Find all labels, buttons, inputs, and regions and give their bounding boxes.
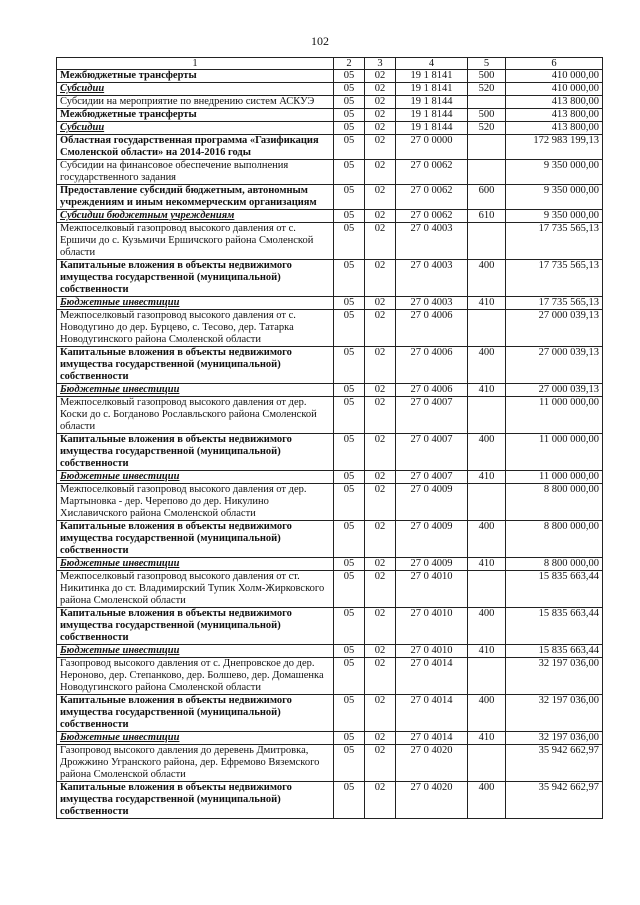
row-section: 05: [334, 185, 365, 210]
row-target-code: 27 0 4010: [396, 571, 468, 608]
row-amount: 8 800 000,00: [506, 558, 603, 571]
row-amount: 413 800,00: [506, 109, 603, 122]
row-subsection: 02: [365, 70, 396, 83]
row-subsection: 02: [365, 484, 396, 521]
row-expense-group: 500: [468, 109, 506, 122]
header-col-1: 1: [57, 58, 334, 70]
row-target-code: 19 1 8144: [396, 109, 468, 122]
row-amount: 413 800,00: [506, 96, 603, 109]
row-amount: 27 000 039,13: [506, 347, 603, 384]
row-section: 05: [334, 210, 365, 223]
row-expense-group: 600: [468, 185, 506, 210]
row-amount: 11 000 000,00: [506, 471, 603, 484]
row-subsection: 02: [365, 745, 396, 782]
row-amount: 17 735 565,13: [506, 260, 603, 297]
row-name: Капитальные вложения в объекты недвижимого имущества государственной (муниципальной) собственности: [57, 347, 334, 384]
table-row: [57, 109, 603, 122]
row-target-code: 19 1 8141: [396, 70, 468, 83]
row-expense-group: [468, 571, 506, 608]
row-target-code: 27 0 4003: [396, 223, 468, 260]
table-row: [57, 397, 603, 434]
header-col-4: 4: [396, 58, 468, 70]
row-section: 05: [334, 122, 365, 135]
row-target-code: 27 0 0062: [396, 185, 468, 210]
row-target-code: 19 1 8141: [396, 83, 468, 96]
row-subsection: 02: [365, 782, 396, 819]
row-target-code: 27 0 4007: [396, 397, 468, 434]
table-row: [57, 122, 603, 135]
row-amount: 15 835 663,44: [506, 571, 603, 608]
row-amount: 32 197 036,00: [506, 658, 603, 695]
row-name: Межпоселковый газопровод высокого давления от с. Новодугино до дер. Бурцево, с. Тесово, дер. Татарка Новодугинского района Смоленской области: [57, 310, 334, 347]
row-subsection: 02: [365, 223, 396, 260]
row-amount: 9 350 000,00: [506, 185, 603, 210]
row-section: 05: [334, 83, 365, 96]
table-row: [57, 571, 603, 608]
row-name: Капитальные вложения в объекты недвижимого имущества государственной (муниципальной) собственности: [57, 434, 334, 471]
table-row: [57, 260, 603, 297]
table-row: [57, 521, 603, 558]
row-subsection: 02: [365, 571, 396, 608]
row-target-code: 27 0 4006: [396, 347, 468, 384]
table-row: [57, 83, 603, 96]
row-section: 05: [334, 347, 365, 384]
page-number: 102: [311, 34, 329, 48]
row-target-code: 27 0 0062: [396, 210, 468, 223]
row-expense-group: 400: [468, 782, 506, 819]
row-section: 05: [334, 109, 365, 122]
row-expense-group: [468, 397, 506, 434]
row-subsection: 02: [365, 160, 396, 185]
row-expense-group: [468, 310, 506, 347]
row-name: Межпоселковый газопровод высокого давления от дер. Мартыновка - дер. Черепово до дер. Никулино Хиславичского района Смоленской области: [57, 484, 334, 521]
row-name: Газопровод высокого давления от с. Днепровское до дер. Нероново, дер. Степанково, дер. Болшево, дер. Домашенка Новодугинского района Смоленской области: [57, 658, 334, 695]
row-name: Капитальные вложения в объекты недвижимого имущества государственной (муниципальной) собственности: [57, 782, 334, 819]
table-row: [57, 223, 603, 260]
table-row: [57, 471, 603, 484]
row-name: Капитальные вложения в объекты недвижимого имущества государственной (муниципальной) собственности: [57, 608, 334, 645]
row-amount: 35 942 662,97: [506, 745, 603, 782]
row-expense-group: 410: [468, 297, 506, 310]
row-section: 05: [334, 70, 365, 83]
row-expense-group: 520: [468, 122, 506, 135]
row-expense-group: 410: [468, 558, 506, 571]
row-target-code: 27 0 4009: [396, 558, 468, 571]
row-name: Бюджетные инвестиции: [57, 471, 334, 484]
row-section: 05: [334, 223, 365, 260]
row-target-code: 27 0 4014: [396, 732, 468, 745]
row-expense-group: 400: [468, 695, 506, 732]
row-expense-group: 410: [468, 645, 506, 658]
row-subsection: 02: [365, 521, 396, 558]
table-row: [57, 745, 603, 782]
row-target-code: 27 0 4003: [396, 260, 468, 297]
row-expense-group: 400: [468, 608, 506, 645]
header-col-3: 3: [365, 58, 396, 70]
table-row: [57, 297, 603, 310]
row-subsection: 02: [365, 210, 396, 223]
row-amount: 9 350 000,00: [506, 210, 603, 223]
table-row: [57, 434, 603, 471]
row-subsection: 02: [365, 434, 396, 471]
row-name: Межпоселковый газопровод высокого давления от с. Ершичи до с. Кузьмичи Ершичского района Смоленской области: [57, 223, 334, 260]
row-section: 05: [334, 608, 365, 645]
row-target-code: 27 0 4007: [396, 471, 468, 484]
row-expense-group: [468, 160, 506, 185]
row-name: Субсидии: [57, 83, 334, 96]
row-amount: 17 735 565,13: [506, 223, 603, 260]
table-row: [57, 310, 603, 347]
row-subsection: 02: [365, 732, 396, 745]
row-expense-group: 610: [468, 210, 506, 223]
table-row: [57, 210, 603, 223]
row-amount: 35 942 662,97: [506, 782, 603, 819]
row-expense-group: 400: [468, 521, 506, 558]
row-subsection: 02: [365, 260, 396, 297]
row-section: 05: [334, 160, 365, 185]
row-target-code: 27 0 4009: [396, 521, 468, 558]
row-name: Субсидии: [57, 122, 334, 135]
row-section: 05: [334, 471, 365, 484]
row-expense-group: 410: [468, 732, 506, 745]
row-name: Межпоселковый газопровод высокого давления от дер. Коски до с. Богданово Рославльского района Смоленской области: [57, 397, 334, 434]
row-section: 05: [334, 484, 365, 521]
row-name: Субсидии бюджетным учреждениям: [57, 210, 334, 223]
row-amount: 8 800 000,00: [506, 484, 603, 521]
row-subsection: 02: [365, 185, 396, 210]
row-amount: 413 800,00: [506, 122, 603, 135]
row-expense-group: [468, 484, 506, 521]
table-row: [57, 782, 603, 819]
row-section: 05: [334, 135, 365, 160]
row-subsection: 02: [365, 384, 396, 397]
row-section: 05: [334, 297, 365, 310]
row-amount: 15 835 663,44: [506, 645, 603, 658]
row-name: Межбюджетные трансферты: [57, 70, 334, 83]
row-name: Капитальные вложения в объекты недвижимого имущества государственной (муниципальной) собственности: [57, 521, 334, 558]
header-col-2: 2: [334, 58, 365, 70]
row-section: 05: [334, 782, 365, 819]
table-row: [57, 484, 603, 521]
row-subsection: 02: [365, 83, 396, 96]
row-target-code: 27 0 4014: [396, 658, 468, 695]
row-expense-group: 400: [468, 260, 506, 297]
row-target-code: 27 0 4007: [396, 434, 468, 471]
row-name: Бюджетные инвестиции: [57, 558, 334, 571]
row-subsection: 02: [365, 558, 396, 571]
row-target-code: 27 0 4009: [396, 484, 468, 521]
table-row: [57, 558, 603, 571]
table-row: [57, 658, 603, 695]
row-amount: 11 000 000,00: [506, 397, 603, 434]
row-subsection: 02: [365, 135, 396, 160]
row-section: 05: [334, 434, 365, 471]
table-row: [57, 96, 603, 109]
row-subsection: 02: [365, 96, 396, 109]
row-name: Субсидии на финансовое обеспечение выполнения государственного задания: [57, 160, 334, 185]
table-row: [57, 384, 603, 397]
row-subsection: 02: [365, 297, 396, 310]
row-target-code: 27 0 4020: [396, 745, 468, 782]
row-expense-group: 520: [468, 83, 506, 96]
row-target-code: 27 0 4010: [396, 608, 468, 645]
table-row: [57, 70, 603, 83]
row-name: Бюджетные инвестиции: [57, 384, 334, 397]
row-section: 05: [334, 521, 365, 558]
row-name: Межбюджетные трансферты: [57, 109, 334, 122]
row-subsection: 02: [365, 471, 396, 484]
row-target-code: 27 0 4003: [396, 297, 468, 310]
row-amount: 410 000,00: [506, 83, 603, 96]
row-target-code: 27 0 4010: [396, 645, 468, 658]
row-name: Областная государственная программа «Газификация Смоленской области» на 2014-2016 годы: [57, 135, 334, 160]
row-target-code: 27 0 4006: [396, 310, 468, 347]
row-subsection: 02: [365, 310, 396, 347]
row-amount: 27 000 039,13: [506, 384, 603, 397]
row-subsection: 02: [365, 695, 396, 732]
row-target-code: 27 0 0062: [396, 160, 468, 185]
row-section: 05: [334, 310, 365, 347]
budget-table: [56, 57, 603, 819]
row-target-code: 19 1 8144: [396, 122, 468, 135]
row-name: Межпоселковый газопровод высокого давления от ст. Никитинка до ст. Владимирский Тупик Холм-Жирковского района Смоленской области: [57, 571, 334, 608]
table-row: [57, 160, 603, 185]
row-name: Капитальные вложения в объекты недвижимого имущества государственной (муниципальной) собственности: [57, 260, 334, 297]
row-expense-group: [468, 658, 506, 695]
row-amount: 8 800 000,00: [506, 521, 603, 558]
row-name: Бюджетные инвестиции: [57, 297, 334, 310]
row-section: 05: [334, 384, 365, 397]
row-subsection: 02: [365, 109, 396, 122]
row-amount: 32 197 036,00: [506, 732, 603, 745]
row-target-code: 27 0 4020: [396, 782, 468, 819]
row-amount: 9 350 000,00: [506, 160, 603, 185]
row-section: 05: [334, 397, 365, 434]
row-amount: 27 000 039,13: [506, 310, 603, 347]
table-body: [57, 70, 603, 819]
row-section: 05: [334, 732, 365, 745]
row-target-code: 19 1 8144: [396, 96, 468, 109]
row-expense-group: [468, 96, 506, 109]
row-subsection: 02: [365, 397, 396, 434]
row-expense-group: 500: [468, 70, 506, 83]
row-name: Капитальные вложения в объекты недвижимого имущества государственной (муниципальной) собственности: [57, 695, 334, 732]
row-amount: 410 000,00: [506, 70, 603, 83]
row-section: 05: [334, 260, 365, 297]
row-name: Бюджетные инвестиции: [57, 732, 334, 745]
row-expense-group: [468, 135, 506, 160]
row-section: 05: [334, 96, 365, 109]
row-amount: 32 197 036,00: [506, 695, 603, 732]
row-expense-group: 400: [468, 347, 506, 384]
table-row: [57, 608, 603, 645]
row-expense-group: 400: [468, 434, 506, 471]
row-amount: 17 735 565,13: [506, 297, 603, 310]
row-section: 05: [334, 695, 365, 732]
row-name: Газопровод высокого давления до деревень Дмитровка, Дрожжино Угранского района, дер. Ефремово Вяземского района Смоленской области: [57, 745, 334, 782]
row-name: Субсидии на мероприятие по внедрению систем АСКУЭ: [57, 96, 334, 109]
table-header-row: [57, 58, 603, 70]
table-row: [57, 695, 603, 732]
header-col-5: 5: [468, 58, 506, 70]
table-row: [57, 185, 603, 210]
table-row: [57, 347, 603, 384]
row-name: Предоставление субсидий бюджетным, автономным учреждениям и иным некоммерческим организациям: [57, 185, 334, 210]
row-target-code: 27 0 4006: [396, 384, 468, 397]
row-subsection: 02: [365, 608, 396, 645]
table-row: [57, 135, 603, 160]
table-row: [57, 645, 603, 658]
row-target-code: 27 0 4014: [396, 695, 468, 732]
row-amount: 15 835 663,44: [506, 608, 603, 645]
row-expense-group: 410: [468, 384, 506, 397]
row-amount: 172 983 199,13: [506, 135, 603, 160]
row-subsection: 02: [365, 645, 396, 658]
row-section: 05: [334, 658, 365, 695]
row-subsection: 02: [365, 347, 396, 384]
row-expense-group: 410: [468, 471, 506, 484]
row-subsection: 02: [365, 658, 396, 695]
row-expense-group: [468, 745, 506, 782]
row-amount: 11 000 000,00: [506, 434, 603, 471]
header-col-6: 6: [506, 58, 603, 70]
row-section: 05: [334, 571, 365, 608]
row-expense-group: [468, 223, 506, 260]
row-name: Бюджетные инвестиции: [57, 645, 334, 658]
row-section: 05: [334, 745, 365, 782]
row-section: 05: [334, 645, 365, 658]
row-target-code: 27 0 0000: [396, 135, 468, 160]
row-subsection: 02: [365, 122, 396, 135]
row-section: 05: [334, 558, 365, 571]
table-row: [57, 732, 603, 745]
